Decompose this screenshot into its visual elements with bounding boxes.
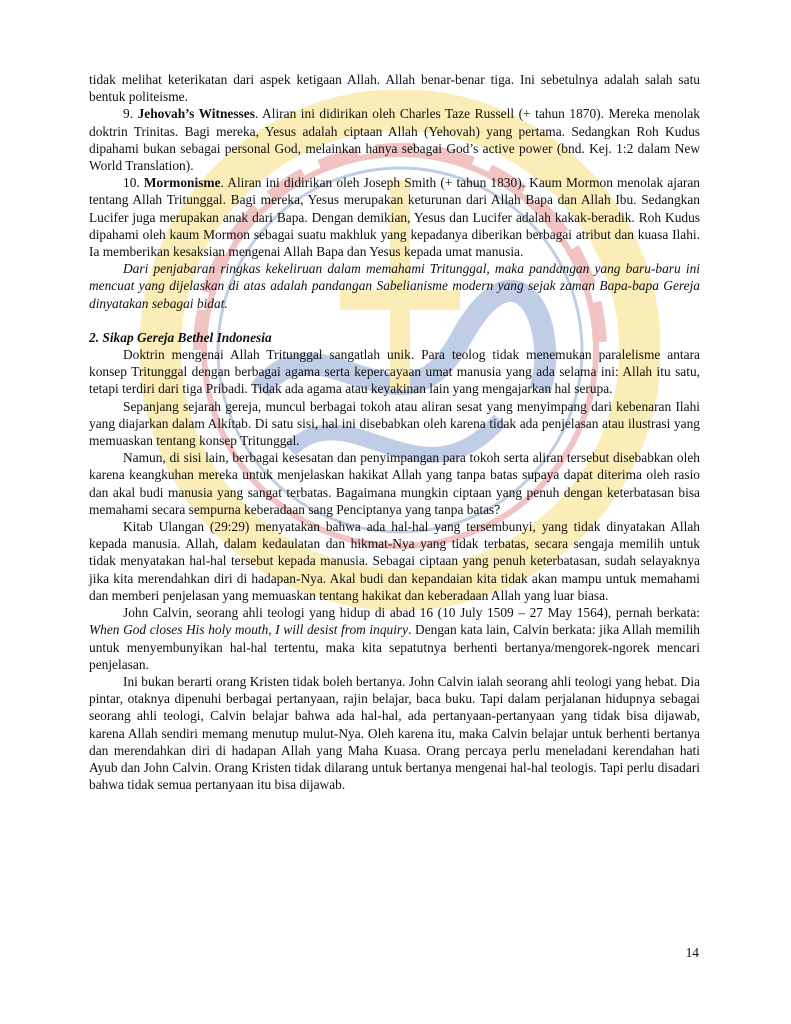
paragraph-doktrin: Doktrin mengenai Allah Tritunggal sangatlah unik. Para teolog tidak menemukan paralelisme antara konsep Tritunggal dengan berbagai agama serta kepercayaan umat manusia yang ada selama ini: Allah itu satu, tetapi terdiri dari tiga Pribadi. Tidak ada agama atau keyakinan lain yang mengajarkan hal serupa.	[89, 347, 700, 397]
paragraph-conclusion: Dari penjabaran ringkas kekeliruan dalam memahami Tritunggal, maka pandangan yang baru-baru ini mencuat yang dijelaskan di atas adalah pandangan Sabelianisme modern yang sejak zaman Bapa-bapa Gereja dinyatakan sebagai bidat.	[89, 261, 700, 311]
paragraph-jehovahs-witnesses	[89, 105, 700, 174]
paragraph-text: . Dengan kata lain, Calvin berkata: jika Allah memilih untuk menyembunyikan hal-hal tertentu, maka kita sepatutnya berhenti bertanya/mengorek-ngorek mencari penjelasan.	[89, 622, 700, 672]
page-number: 14	[685, 945, 699, 960]
list-number: 10.	[123, 175, 140, 191]
paragraph-text: . Aliran ini didirikan oleh Joseph Smith (+ tahun 1830). Kaum Mormon menolak ajaran tentang Allah Tritunggal. Bagi mereka, Yesus merupakan keturunan dari Allah Bapa dan Allah Ibu. Sedangkan Lucifer juga merupakan anak dari Bapa. Dengan demikian, Yesus dan Lucifer adalah kakak-beradik. Roh Kudus dipahami oleh kaum Mormon sebagai suatu makhluk yang kepadanya diberikan berbagai atribut dan kuasa Ilahi. Ia memberikan kesaksian mengenai Allah Bapa dan Yesus kepada umat manusia.	[89, 175, 700, 260]
paragraph-text: . Aliran ini didirikan oleh Charles Taze Russell (+ tahun 1870). Mereka menolak doktrin Trinitas. Bagi mereka, Yesus adalah ciptaan Allah (Yehovah) yang pertama. Sedangkan Roh Kudus dipahami bukan sebagai personal God, melainkan hanya sebagai God’s active power (bnd. Kej. 1:2 dalam New World Translation).	[89, 106, 700, 174]
paragraph-sejarah: Sepanjang sejarah gereja, muncul berbagai tokoh atau aliran sesat yang menyimpang dari kebenaran Ilahi yang diajarkan dalam Alkitab. Di satu sisi, hal ini disebabkan oleh karena tidak ada penjelasan atau ilustrasi yang memuaskan tentang konsep Tritunggal.	[89, 398, 700, 449]
list-number: 9.	[123, 106, 134, 122]
paragraph-ulangan: Kitab Ulangan (29:29) menyatakan bahwa ada hal-hal yang tersembunyi, yang tidak dinyatakan Allah kepada manusia. Allah, dalam kedaulatan dan hikmat-Nya yang tidak terbatas, secara sengaja memilih untuk tidak menyatakan hal-hal tersebut kepada manusia. Sebagai ciptaan yang penuh keterbatasan, sudah selayaknya jika kita merendahkan diri di hadapan-Nya. Akal budi dan kepandaian kita tidak akan mampu untuk memahami dan memberi penjelasan yang memuaskan tentang hakikat dan keberadaan Allah yang luar biasa.	[89, 519, 700, 603]
paragraph-bertanya: Ini bukan berarti orang Kristen tidak boleh bertanya. John Calvin ialah seorang ahli teologi yang hebat. Dia pintar, otaknya dipenuhi berbagai pertanyaan, rajin belajar, baca buku. Tapi dalam perjalanan hidupnya sebagai seorang ahli teologi, Calvin belajar bahwa ada hal-hal, ada pertanyaan-pertanyaan yang tidak bisa dijawab, karena Allah sendiri memang menutup mulut-Nya. Oleh karena itu, maka Calvin belajar untuk berhenti bertanya dan merendahkan diri di hadapan Allah yang Maha Kuasa. Orang percaya perlu meneladani kerendahan hati Ayub dan John Calvin. Orang Kristen tidak dilarang untuk bertanya mengenai hal-hal teologis. Tapi perlu disadari bahwa tidak semua pertanyaan itu bisa dijawab.	[89, 673, 700, 793]
paragraph-calvin	[89, 604, 700, 673]
paragraph-mormonisme	[89, 174, 700, 260]
paragraph-continuation: tidak melihat keterikatan dari aspek ketigaan Allah. Allah benar-benar tiga. Ini sebetulnya adalah salah satu bentuk politeisme.	[89, 72, 700, 105]
term-jehovahs-witnesses: Jehovah’s Witnesses	[137, 106, 255, 122]
section-heading: 2. Sikap Gereja Bethel Indonesia	[89, 329, 272, 345]
term-mormonisme: Mormonisme	[143, 175, 221, 191]
calvin-quote: When God closes His holy mouth, I will desist from inquiry	[89, 622, 409, 638]
paragraph-text: John Calvin, seorang ahli teologi yang hidup di abad 16 (10 July 1509 – 27 May 1564), pernah berkata:	[123, 605, 700, 621]
body-text	[89, 71, 700, 793]
paragraph-namun: Namun, di sisi lain, berbagai kesesatan dan penyimpangan para tokoh serta aliran tersebut disebabkan oleh karena keangkuhan mereka untuk menjelaskan hakikat Allah yang tanpa batas supaya dapat diterima oleh rasio dan akal budi manusia yang sangat terbatas. Bagaimana mungkin ciptaan yang penuh dengan keterbatasan bisa memahami secara sempurna keberadaan sang Penciptanya yang tanpa batas?	[89, 450, 700, 517]
